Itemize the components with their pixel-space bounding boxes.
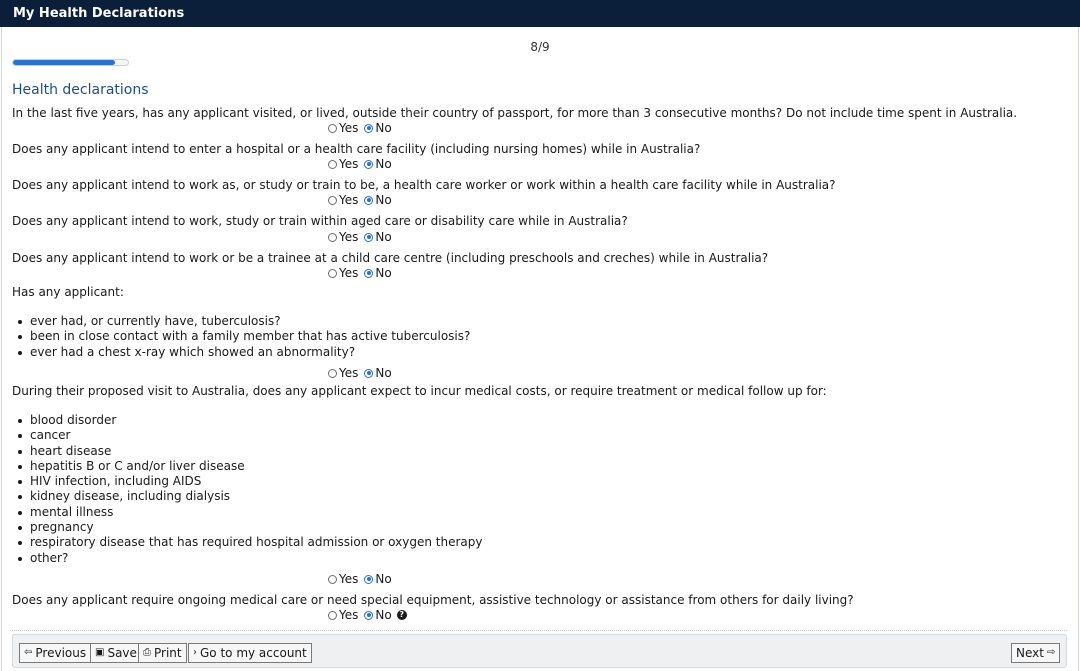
list-item: ever had a chest x-ray which showed an abnormality? (12, 345, 470, 360)
question-8-no-option[interactable] (364, 608, 391, 622)
chevron-right-icon: › (193, 647, 197, 658)
question-7-yes-option[interactable] (328, 572, 358, 586)
yes-label: Yes (339, 366, 359, 380)
radio-yes[interactable] (328, 369, 337, 378)
question-2-answer (328, 157, 396, 171)
no-label: No (375, 193, 392, 207)
yes-label: Yes (339, 157, 359, 171)
question-3-text: Does any applicant intend to work as, or study or train to be, a health care worker or work within a health care facility while in Australia? (12, 178, 836, 192)
footer-divider (12, 630, 1067, 631)
question-7-answer (328, 572, 396, 586)
question-6-no-option[interactable] (364, 366, 391, 380)
question-5-yes-option[interactable] (328, 266, 358, 280)
list-item: been in close contact with a family member that has active tuberculosis? (12, 329, 470, 344)
previous-label: Previous (35, 646, 87, 660)
list-item: pregnancy (12, 520, 482, 535)
radio-no[interactable] (364, 233, 373, 242)
list-item: cancer (12, 428, 482, 443)
list-item: blood disorder (12, 413, 482, 428)
next-label: Next (1016, 646, 1044, 660)
question-7-bullets (12, 413, 482, 566)
progress-bar (12, 59, 129, 66)
question-8-answer (328, 608, 407, 622)
question-1-yes-option[interactable] (328, 121, 358, 135)
question-4-answer (328, 230, 396, 244)
no-label: No (375, 266, 392, 280)
question-1-no-option[interactable] (364, 121, 391, 135)
yes-label: Yes (339, 230, 359, 244)
question-2-text: Does any applicant intend to enter a hospital or a health care facility (including nursing homes) while in Australia? (12, 142, 701, 156)
list-item: kidney disease, including dialysis (12, 489, 482, 504)
question-7-text: During their proposed visit to Australia, does any applicant expect to incur medical costs, or require treatment or medical follow up for: (12, 384, 827, 398)
list-item: hepatitis B or C and/or liver disease (12, 459, 482, 474)
radio-yes[interactable] (328, 124, 337, 133)
window-title: My Health Declarations (0, 0, 1080, 27)
list-item: HIV infection, including AIDS (12, 474, 482, 489)
question-6-bullets (12, 314, 470, 360)
save-icon: ▣ (95, 647, 105, 658)
radio-no[interactable] (364, 160, 373, 169)
radio-yes[interactable] (328, 269, 337, 278)
question-7-no-option[interactable] (364, 572, 391, 586)
yes-label: Yes (339, 193, 359, 207)
no-label: No (375, 366, 392, 380)
yes-label: Yes (339, 121, 359, 135)
next-button[interactable] (1011, 643, 1060, 663)
question-4-no-option[interactable] (364, 230, 391, 244)
yes-label: Yes (339, 608, 359, 622)
question-8-yes-option[interactable] (328, 608, 358, 622)
no-label: No (375, 121, 392, 135)
question-4-yes-option[interactable] (328, 230, 358, 244)
question-6-text: Has any applicant: (12, 285, 124, 299)
radio-yes[interactable] (328, 160, 337, 169)
question-5-no-option[interactable] (364, 266, 391, 280)
no-label: No (375, 157, 392, 171)
footer-toolbar (12, 634, 1067, 668)
radio-no[interactable] (364, 369, 373, 378)
yes-label: Yes (339, 266, 359, 280)
save-label: Save (107, 646, 137, 660)
question-6-answer (328, 366, 396, 380)
radio-yes[interactable] (328, 611, 337, 620)
print-button[interactable] (138, 643, 187, 663)
question-1-answer (328, 121, 396, 135)
list-item: mental illness (12, 505, 482, 520)
question-circle-icon[interactable]: ? (397, 610, 407, 620)
radio-no[interactable] (364, 611, 373, 620)
go-to-account-button[interactable] (188, 643, 312, 663)
progress-label: 8/9 (530, 40, 550, 54)
list-item: respiratory disease that has required hospital admission or oxygen therapy (12, 535, 482, 550)
print-label: Print (154, 646, 182, 660)
radio-no[interactable] (364, 269, 373, 278)
question-3-answer (328, 193, 396, 207)
yes-label: Yes (339, 572, 359, 586)
previous-button[interactable] (19, 643, 91, 663)
radio-no[interactable] (364, 575, 373, 584)
question-2-yes-option[interactable] (328, 157, 358, 171)
section-heading: Health declarations (12, 82, 149, 98)
arrow-right-icon: ⇨ (1046, 647, 1056, 658)
save-button[interactable] (90, 643, 142, 663)
radio-no[interactable] (364, 196, 373, 205)
list-item: ever had, or currently have, tuberculosis? (12, 314, 470, 329)
no-label: No (375, 608, 392, 622)
question-8-text: Does any applicant require ongoing medical care or need special equipment, assistive technology or assistance from others for daily living? (12, 593, 854, 607)
question-3-no-option[interactable] (364, 193, 391, 207)
question-5-answer (328, 266, 396, 280)
radio-yes[interactable] (328, 575, 337, 584)
progress-fill (13, 60, 115, 65)
question-5-text: Does any applicant intend to work or be a trainee at a child care centre (including preschools and creches) while in Australia? (12, 251, 769, 265)
list-item: heart disease (12, 444, 482, 459)
question-4-text: Does any applicant intend to work, study or train within aged care or disability care while in Australia? (12, 214, 628, 228)
arrow-left-icon: ⇦ (24, 647, 33, 658)
radio-yes[interactable] (328, 233, 337, 242)
question-3-yes-option[interactable] (328, 193, 358, 207)
no-label: No (375, 230, 392, 244)
print-icon: ⎙ (143, 647, 151, 658)
question-6-yes-option[interactable] (328, 366, 358, 380)
radio-yes[interactable] (328, 196, 337, 205)
question-1-text: In the last five years, has any applicant visited, or lived, outside their country of passport, for more than 3 consecutive months? Do not include time spent in Australia. (12, 106, 1018, 120)
no-label: No (375, 572, 392, 586)
radio-no[interactable] (364, 124, 373, 133)
question-2-no-option[interactable] (364, 157, 391, 171)
list-item: other? (12, 551, 482, 566)
account-label: Go to my account (200, 646, 307, 660)
